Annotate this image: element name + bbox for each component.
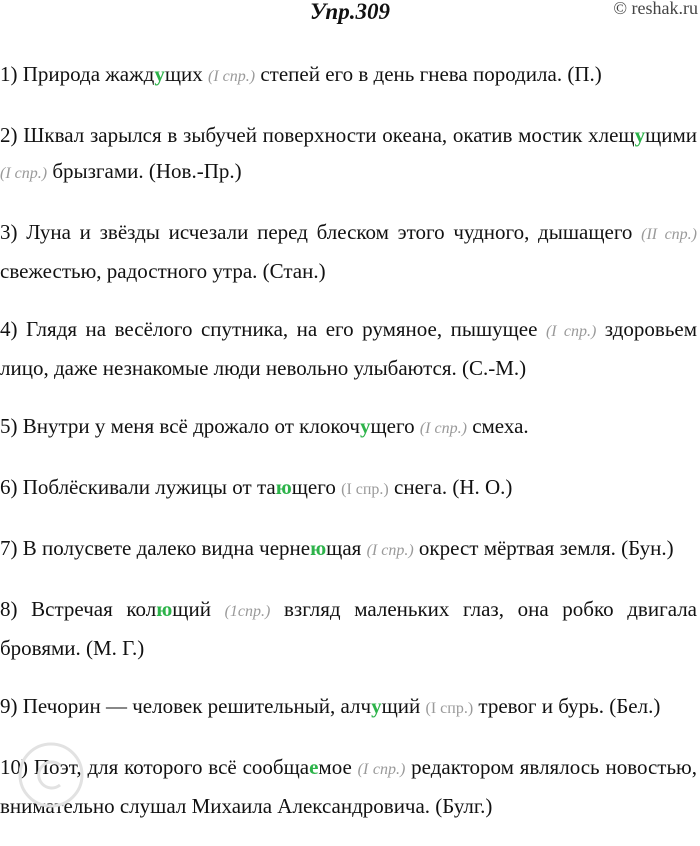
sentence-item bbox=[0, 408, 697, 447]
sentence-text: 8) Встречая кол bbox=[0, 597, 157, 621]
sentence-text: 6) Поблёскивали лужицы от та bbox=[0, 475, 276, 499]
sentence-item bbox=[0, 749, 697, 824]
sentence-text: щего bbox=[370, 414, 420, 438]
highlighted-letter: у bbox=[371, 694, 382, 718]
conjugation-note: (I спр.) bbox=[366, 542, 414, 559]
sentence-text: 3) Луна и звёзды исчезали перед блеском этого чудного, дышащего bbox=[0, 220, 633, 244]
sentence-text bbox=[632, 220, 641, 244]
sentence-text: тревог и бурь. (Бел.) bbox=[473, 694, 661, 718]
sentence-text: 9) Печорин — человек решительный, алч bbox=[0, 694, 372, 718]
watermark bbox=[613, 0, 698, 18]
sentence-text: щая bbox=[326, 536, 367, 560]
conjugation-note: (II спр.) bbox=[641, 226, 697, 243]
sentence-text: 10) Поэт, для которого всё сообща bbox=[0, 755, 310, 779]
sentence-text: 1) Природа жажд bbox=[0, 62, 155, 86]
conjugation-note: (1спр.) bbox=[224, 603, 271, 620]
sentence-item bbox=[0, 591, 697, 666]
sentence-text: щими bbox=[645, 123, 697, 147]
sentence-text: щий bbox=[172, 597, 225, 621]
sentence-text: снега. (Н. О.) bbox=[388, 475, 513, 499]
conjugation-note: (I спр.) bbox=[545, 323, 597, 340]
highlighted-letter: у bbox=[154, 62, 165, 86]
watermark-text: © reshak.ru bbox=[613, 0, 698, 18]
sentence-text: 5) Внутри у меня всё дрожало от клокоч bbox=[0, 414, 360, 438]
sentence-text: смеха. bbox=[466, 414, 529, 438]
sentence-text: 2) Шквал зарылся в зыбучей поверхности океана, окатив мостик хлещ bbox=[0, 123, 635, 147]
sentence-item bbox=[0, 469, 697, 508]
sentence-text: редактором являлось новостью, внимательно слушал Михаила Александровича. (Булг.) bbox=[0, 755, 697, 818]
exercise-content bbox=[0, 56, 697, 846]
sentence-text: окрест мёртвая земля. (Бун.) bbox=[413, 536, 674, 560]
highlighted-letter: ю bbox=[156, 597, 173, 621]
sentence-item bbox=[0, 117, 697, 192]
sentence-text: 4) Глядя на весёлого спутника, на его румяное, пышущее bbox=[0, 317, 538, 341]
conjugation-note: (I спр.) bbox=[0, 165, 48, 182]
sentence-item bbox=[0, 530, 697, 569]
sentence-text: степей его в день гнева породила. (П.) bbox=[255, 62, 602, 86]
sentence-item bbox=[0, 214, 697, 289]
sentence-text: щих bbox=[164, 62, 208, 86]
sentence-item bbox=[0, 56, 697, 95]
conjugation-note: (I спр.) bbox=[357, 761, 406, 778]
conjugation-note: (I спр.) bbox=[419, 420, 467, 437]
sentence-text: взгляд маленьких глаз, она робко двигала бровями. (М. Г.) bbox=[0, 597, 697, 660]
highlighted-letter: е bbox=[309, 755, 319, 779]
highlighted-letter: у bbox=[360, 414, 371, 438]
highlighted-letter: у bbox=[634, 123, 646, 147]
sentence-text: щий bbox=[381, 694, 426, 718]
sentence-text bbox=[537, 317, 546, 341]
conjugation-note: (I спр.) bbox=[425, 700, 474, 717]
conjugation-note: (I спр.) bbox=[208, 68, 256, 85]
highlighted-letter: ю bbox=[275, 475, 292, 499]
sentence-text: мое bbox=[318, 755, 358, 779]
sentence-item bbox=[0, 688, 697, 727]
sentence-text: брызгами. (Нов.-Пр.) bbox=[47, 159, 242, 183]
exercise-title: Упр.309 bbox=[310, 0, 390, 24]
sentence-item bbox=[0, 311, 697, 386]
highlighted-letter: ю bbox=[310, 536, 327, 560]
conjugation-note: (I спр.) bbox=[341, 481, 389, 498]
sentence-text: свежестью, радостного утра. (Стан.) bbox=[0, 259, 326, 283]
sentence-text: здоровьем лицо, даже незнакомые люди невольно улыбаются. (С.-М.) bbox=[0, 317, 698, 380]
sentence-text: щего bbox=[291, 475, 342, 499]
sentence-text: 7) В полусвете далеко видна черне bbox=[0, 536, 311, 560]
